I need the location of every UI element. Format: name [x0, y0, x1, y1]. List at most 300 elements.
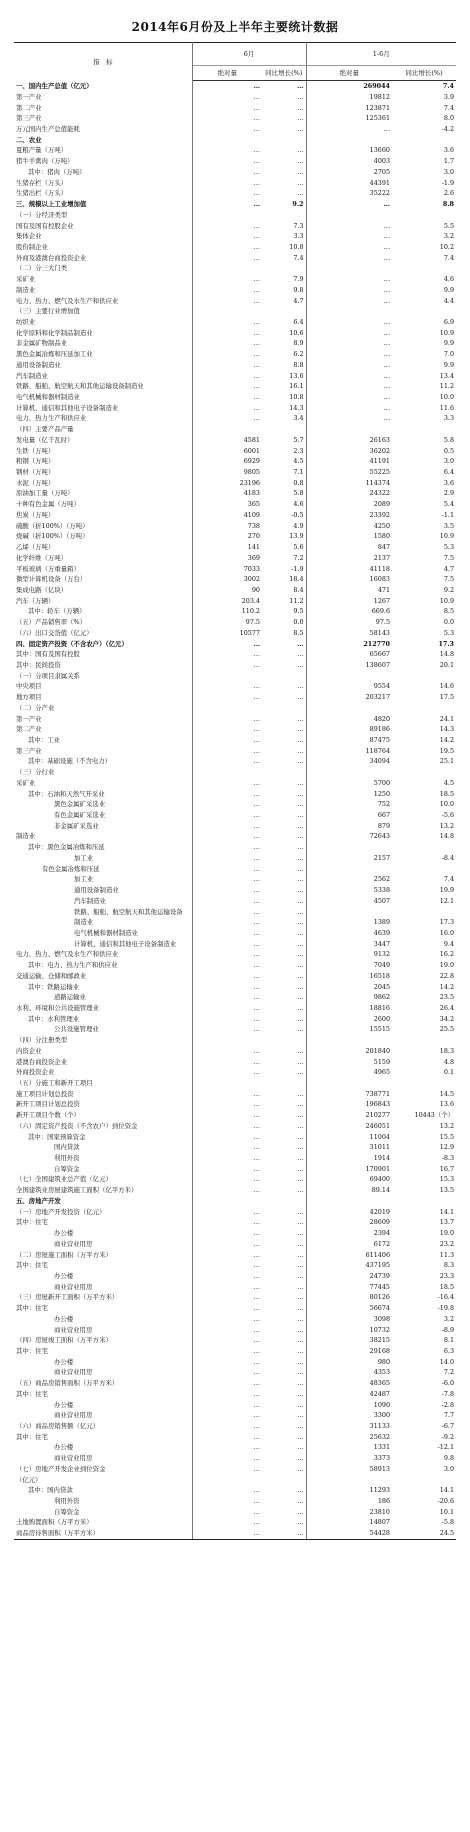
jan-june-absolute-cell: 611406 [365, 1250, 391, 1259]
indicator-cell: 电力、热力生产和供应业 [14, 413, 192, 424]
june-absolute-cell: … [253, 92, 260, 101]
june-yoy-cell [262, 1078, 306, 1089]
june-yoy-cell: … [262, 906, 306, 917]
table-row [14, 1507, 456, 1518]
june-yoy-cell: … [262, 124, 306, 135]
june-absolute-cell: … [253, 1025, 260, 1034]
june-absolute-cell: … [253, 843, 260, 852]
jan-june-absolute-cell: 65667 [369, 650, 391, 659]
indicator-cell: 其中：住宅 [14, 1217, 192, 1228]
jan-june-yoy-cell [392, 767, 456, 778]
june-yoy-cell: … [262, 102, 306, 113]
june-absolute-cell: … [253, 1379, 260, 1388]
table-row [14, 1239, 456, 1250]
june-absolute-cell: … [253, 811, 260, 820]
jan-june-absolute-cell: 114374 [365, 478, 391, 487]
table-row [14, 692, 456, 703]
indicator-cell: （一）分经济类型 [14, 210, 192, 221]
table-row [14, 542, 456, 553]
jan-june-absolute-cell: 4820 [373, 714, 391, 723]
june-yoy-cell: 5.8 [262, 488, 306, 499]
table-row [14, 735, 456, 746]
jan-june-absolute-cell: 3447 [373, 939, 391, 948]
table-row [14, 328, 456, 339]
june-absolute-cell: 9805 [243, 468, 260, 477]
jan-june-yoy-cell: 15.5 [439, 1132, 455, 1141]
indicator-cell: 其中：黑色金属冶炼和压延 [14, 842, 192, 853]
jan-june-absolute-cell: 2089 [373, 500, 391, 509]
june-yoy-cell: … [262, 1421, 306, 1432]
jan-june-yoy-cell: -8.3 [441, 1154, 455, 1163]
june-yoy-cell: … [262, 1131, 306, 1142]
jan-june-yoy-cell: 17.3 [439, 918, 455, 927]
june-absolute-cell: 141 [247, 543, 260, 552]
table-row [14, 1110, 456, 1121]
indicator-cell: 电力、热力、燃气及水生产和供应业 [14, 949, 192, 960]
indicator-cell: 有色金属冶炼和压延 [14, 863, 192, 874]
jan-june-absolute-cell: 186 [377, 1497, 391, 1506]
june-absolute-cell: … [253, 1346, 260, 1355]
table-row [14, 863, 456, 874]
table-body [14, 81, 456, 1540]
june-absolute-cell: … [253, 242, 260, 251]
june-yoy-cell: … [262, 799, 306, 810]
jan-june-absolute-cell: 1331 [373, 1443, 391, 1452]
jan-june-yoy-cell: 25.1 [439, 757, 455, 766]
june-yoy-cell: 4.5 [262, 456, 306, 467]
june-absolute-cell: … [253, 1164, 260, 1173]
june-absolute-cell: … [253, 1271, 260, 1280]
jan-june-absolute-cell: 752 [377, 800, 391, 809]
table-row [14, 413, 456, 424]
indicator-cell: 利用外资 [14, 1496, 192, 1507]
indicator-cell: 加工业 [14, 874, 192, 885]
jan-june-yoy-cell: -5.6 [441, 811, 455, 820]
table-row [14, 124, 456, 135]
june-yoy-cell: … [262, 660, 306, 671]
jan-june-yoy-cell: 4.6 [443, 275, 455, 284]
jan-june-yoy-cell: 10.0 [439, 800, 455, 809]
jan-june-absolute-cell [306, 263, 392, 274]
indicator-cell: 其中：铁路运输业 [14, 981, 192, 992]
indicator-cell: 黑色金属冶炼和压延加工业 [14, 349, 192, 360]
jan-june-absolute-cell [306, 671, 392, 682]
june-absolute-cell: … [253, 167, 260, 176]
jan-june-absolute-cell: 2394 [373, 1229, 391, 1238]
june-yoy-cell: 9.5 [262, 606, 306, 617]
jan-june-yoy-cell: 22.8 [439, 971, 455, 980]
table-row [14, 1378, 456, 1389]
table-row [14, 1496, 456, 1507]
jan-june-yoy-cell: 9.9 [443, 360, 455, 369]
june-yoy-cell: … [262, 960, 306, 971]
june-absolute-cell: … [253, 1229, 260, 1238]
june-yoy-cell: … [262, 1464, 306, 1475]
jan-june-yoy-cell: 0.0 [443, 618, 455, 627]
indicator-cell: 钢材（万吨） [14, 467, 192, 478]
table-row [14, 874, 456, 885]
jan-june-yoy-cell: 26.4 [439, 1003, 455, 1012]
jan-june-absolute-cell: 41118 [369, 564, 391, 573]
june-absolute-cell: … [253, 1261, 260, 1270]
june-absolute-cell: … [253, 1422, 260, 1430]
june-absolute-cell: … [253, 886, 260, 895]
june-absolute-cell: … [253, 1389, 260, 1398]
june-yoy-cell: … [262, 1249, 306, 1260]
indicator-cell: 第三产业 [14, 113, 192, 124]
jan-june-yoy-cell: 9.2 [443, 585, 455, 594]
jan-june-yoy-cell: -12.1 [437, 1443, 455, 1452]
june-absolute-cell: … [253, 296, 260, 305]
jan-june-absolute-cell: … [383, 382, 391, 391]
june-yoy-cell: 3.3 [262, 231, 306, 242]
table-row [14, 799, 456, 810]
jan-june-yoy-cell: 10.0 [439, 393, 455, 401]
june-absolute-cell: … [253, 693, 260, 702]
june-yoy-cell: … [262, 981, 306, 992]
jan-june-yoy-cell: 9.9 [443, 285, 455, 294]
june-absolute-cell: … [253, 339, 260, 348]
indicator-cell: 平板玻璃（万重量箱） [14, 563, 192, 574]
jan-june-absolute-cell: … [383, 285, 391, 294]
june-absolute-cell: … [253, 403, 260, 412]
june-absolute-cell: … [253, 660, 260, 669]
table-row [14, 263, 456, 274]
jan-june-absolute-cell: 669.6 [371, 607, 391, 616]
june-absolute-cell: … [253, 832, 260, 841]
june-yoy-cell: … [262, 1528, 306, 1539]
indicator-cell: 商业营业用房 [14, 1367, 192, 1378]
jan-june-yoy-cell: 10443（个） [414, 1111, 455, 1120]
indicator-cell: 通用设备制造业 [14, 885, 192, 896]
jan-june-absolute-cell: 9862 [373, 993, 391, 1002]
indicator-cell: 一、国内生产总值（亿元） [14, 81, 192, 92]
jan-june-absolute-cell: 471 [377, 585, 391, 594]
june-absolute-cell: 270 [247, 532, 260, 541]
jan-june-yoy-cell [392, 1078, 456, 1089]
jan-june-yoy-cell: -4.2 [441, 125, 455, 134]
june-absolute-cell: … [253, 360, 260, 369]
jan-june-absolute-cell: 28609 [369, 1218, 391, 1227]
june-yoy-cell: … [262, 756, 306, 767]
june-yoy-cell: … [262, 649, 306, 660]
jan-june-yoy-cell: 8.5 [443, 607, 455, 616]
table-row [14, 1389, 456, 1400]
table-row [14, 724, 456, 735]
jan-june-yoy-cell: 10.2 [439, 242, 455, 251]
indicator-cell: （七）全国建筑业总产值（亿元） [14, 1174, 192, 1185]
june-yoy-cell: … [262, 863, 306, 874]
jan-june-yoy-cell: 4.4 [443, 296, 455, 305]
june-yoy-cell: … [262, 1217, 306, 1228]
indicator-cell: （四）分注册类型 [14, 1035, 192, 1046]
jan-june-absolute-cell: 203217 [365, 693, 391, 702]
jan-june-absolute-cell [306, 1474, 392, 1485]
table-row [14, 1282, 456, 1293]
jan-june-yoy-cell: -5.8 [441, 1518, 455, 1527]
june-absolute-cell: … [253, 778, 260, 787]
june-yoy-cell: … [262, 167, 306, 178]
june-yoy-cell: 10.6 [262, 328, 306, 339]
jan-june-absolute-cell: … [383, 296, 391, 305]
june-yoy-cell [262, 1196, 306, 1207]
jan-june-absolute-cell: 1914 [373, 1154, 391, 1163]
table-row [14, 1335, 456, 1346]
jan-june-absolute-cell: 5159 [373, 1057, 391, 1066]
june-yoy-cell: … [262, 1067, 306, 1078]
indicator-cell: 外商投资企业 [14, 1067, 192, 1078]
june-yoy-cell: 4.9 [262, 520, 306, 531]
table-row [14, 370, 456, 381]
indicator-cell: 硫酸（折100%）（万吨） [14, 520, 192, 531]
table-row [14, 1014, 456, 1025]
june-yoy-cell: … [262, 177, 306, 188]
table-row [14, 81, 456, 92]
indicator-cell: 第一产业 [14, 713, 192, 724]
table-row [14, 1260, 456, 1271]
indicator-cell: 施工项目计划总投资 [14, 1089, 192, 1100]
june-yoy-cell: … [262, 735, 306, 746]
jan-june-yoy-cell: 3.2 [443, 1314, 455, 1323]
jan-june-yoy-cell: 34.2 [439, 1014, 455, 1023]
june-yoy-cell: -0.5 [262, 510, 306, 521]
indicator-cell: 办公楼 [14, 1442, 192, 1453]
jan-june-absolute-cell: 246051 [365, 1121, 391, 1130]
jan-june-yoy-cell: 17.3 [438, 639, 455, 648]
indicator-cell: 其中：工业 [14, 735, 192, 746]
june-absolute-cell: … [253, 821, 260, 830]
jan-june-absolute-cell: … [383, 350, 391, 359]
jan-june-absolute-cell: 89186 [369, 725, 391, 734]
indicator-cell: 第一产业 [14, 92, 192, 103]
jan-june-absolute-cell: 77445 [369, 1282, 391, 1291]
table-row [14, 167, 456, 178]
june-absolute-cell: … [253, 157, 260, 166]
june-yoy-cell: … [262, 831, 306, 842]
jan-june-absolute-cell: 55225 [369, 468, 391, 477]
jan-june-absolute-cell: 24739 [369, 1271, 391, 1280]
indicator-cell: 其中：轿车（万辆） [14, 606, 192, 617]
table-row [14, 285, 456, 296]
jan-june-absolute-cell: 123871 [365, 103, 391, 112]
table-row [14, 842, 456, 853]
june-absolute-cell: … [253, 103, 260, 112]
indicator-cell: 发电量（亿千瓦时） [14, 435, 192, 446]
jan-june-yoy-cell: 4.7 [443, 564, 455, 573]
jan-june-yoy-cell: 19.5 [439, 746, 455, 755]
june-absolute-cell: … [253, 1293, 260, 1302]
june-absolute-cell: … [253, 1175, 260, 1184]
june-absolute-cell: … [253, 221, 260, 230]
june-yoy-cell: 5.7 [262, 435, 306, 446]
june-absolute-cell: 738 [247, 521, 260, 530]
table-row [14, 906, 456, 917]
june-absolute-cell: … [253, 285, 260, 294]
table-row [14, 403, 456, 414]
jan-june-yoy-cell: 3.9 [443, 92, 455, 101]
table-row [14, 478, 456, 489]
june-absolute-cell: … [253, 350, 260, 359]
table-row [14, 853, 456, 864]
indicator-cell: 第二产业 [14, 102, 192, 113]
june-absolute-cell: … [253, 1046, 260, 1055]
jan-june-absolute-cell: 80126 [369, 1293, 391, 1302]
jan-june-yoy-cell: 16.0 [439, 928, 455, 937]
jan-june-yoy-cell: 5.3 [443, 628, 455, 637]
jan-june-absolute-cell: 2137 [373, 553, 391, 562]
indicator-cell: 集成电路（亿块） [14, 585, 192, 596]
jan-june-absolute-cell [306, 424, 392, 435]
june-yoy-cell: 4.7 [262, 295, 306, 306]
table-row [14, 917, 456, 928]
june-absolute-cell: … [253, 1400, 260, 1409]
jan-june-absolute-cell: … [383, 253, 391, 262]
jan-june-absolute-cell: 69400 [369, 1175, 391, 1184]
june-absolute-cell [192, 135, 262, 146]
jan-june-absolute-cell: 212770 [363, 639, 391, 648]
june-absolute-cell: … [253, 1003, 260, 1012]
jan-june-absolute-cell: 170901 [365, 1164, 391, 1173]
jan-june-absolute-cell: 4639 [373, 928, 391, 937]
table-row [14, 1024, 456, 1035]
indicator-cell: 化学原料和化学制品制造业 [14, 328, 192, 339]
indicator-cell: 外商及港澳台商投资企业 [14, 253, 192, 264]
june-absolute-cell [192, 1474, 262, 1485]
indicator-cell: 新开工项目计划总投资 [14, 1099, 192, 1110]
table-row [14, 928, 456, 939]
indicator-cell: 国有及国有控股企业 [14, 220, 192, 231]
jan-june-absolute-cell: 2157 [373, 853, 391, 862]
statistics-table [14, 42, 456, 1540]
table-row [14, 885, 456, 896]
jan-june-absolute-cell: 42019 [369, 1207, 391, 1216]
jan-june-yoy-cell: 7.5 [443, 575, 455, 584]
jan-june-yoy-cell: -19.8 [437, 1304, 455, 1313]
indicator-cell: 制造业 [14, 285, 192, 296]
june-yoy-cell: … [262, 885, 306, 896]
jan-june-absolute-cell [306, 767, 392, 778]
jan-june-absolute-cell: 5700 [373, 778, 391, 787]
june-absolute-cell: … [253, 1121, 260, 1130]
indicator-cell: 计算机、通信和其他电子设备制造业 [14, 939, 192, 950]
jan-june-absolute-cell: 72643 [369, 832, 391, 841]
june-yoy-cell: … [262, 1110, 306, 1121]
table-row [14, 1121, 456, 1132]
june-absolute-cell: … [253, 800, 260, 809]
june-header: 6月 [192, 43, 306, 66]
jan-june-absolute-cell: 9132 [373, 950, 391, 959]
june-yoy-cell: … [262, 1442, 306, 1453]
table-row [14, 349, 456, 360]
indicator-cell: 焦炭（万吨） [14, 510, 192, 521]
jan-june-absolute-cell: 196843 [365, 1100, 391, 1109]
indicator-cell: 非金属矿物制品业 [14, 338, 192, 349]
jan-june-yoy-cell: 3.0 [443, 1464, 455, 1473]
june-yoy-cell: … [262, 1346, 306, 1357]
june-yoy-cell: … [262, 1271, 306, 1282]
indicator-cell: 黑色金属矿采选业 [14, 799, 192, 810]
june-absolute-cell: … [253, 1014, 260, 1023]
june-yoy-cell: 10.8 [262, 392, 306, 403]
june-absolute-cell: … [253, 1100, 260, 1109]
jan-june-absolute-cell: 1090 [373, 1400, 391, 1409]
indicator-cell: 十种有色金属（万吨） [14, 499, 192, 510]
table-row [14, 703, 456, 714]
table-row [14, 628, 456, 639]
june-yoy-cell: 3.4 [262, 413, 306, 424]
jan-june-absolute-cell: 26163 [369, 435, 391, 444]
june-absolute-cell: … [253, 114, 260, 123]
june-yoy-cell: 2.3 [262, 445, 306, 456]
indicator-cell: 其中：住宅 [14, 1346, 192, 1357]
jan-june-absolute-cell [306, 703, 392, 714]
indicator-cell: 制造业 [14, 831, 192, 842]
june-yoy-cell: 7.4 [262, 253, 306, 264]
jan-june-absolute-cell: 58143 [369, 628, 391, 637]
table-row [14, 810, 456, 821]
table-row [14, 896, 456, 907]
jan-june-yoy-cell: 4.8 [443, 1057, 455, 1066]
table-row [14, 821, 456, 832]
table-row [14, 1035, 456, 1046]
table-row [14, 1099, 456, 1110]
table-row [14, 831, 456, 842]
indicator-header: 指 标 [14, 43, 192, 81]
june-absolute-cell: … [253, 275, 260, 284]
indicator-cell: （五）商品房销售面积（万平方米） [14, 1378, 192, 1389]
table-row [14, 1078, 456, 1089]
jan-june-absolute-cell: … [383, 393, 391, 401]
table-row [14, 381, 456, 392]
jan-june-yoy-cell: 13.4 [439, 371, 455, 380]
jan-june-yoy-cell: 10.9 [439, 532, 455, 541]
jan-june-absolute-cell: 879 [377, 821, 391, 830]
june-yoy-cell: 0.8 [262, 478, 306, 489]
table-row [14, 145, 456, 156]
june-yoy-cell: … [262, 713, 306, 724]
jan-june-yoy-cell: 14.6 [439, 682, 455, 691]
jan-june-yoy-cell [392, 906, 456, 917]
june-yoy-cell: … [262, 188, 306, 199]
jan-june-absolute-cell: 2600 [373, 1014, 391, 1023]
june-yoy-cell: … [262, 1399, 306, 1410]
june-absolute-cell: … [253, 253, 260, 262]
indicator-cell: 办公楼 [14, 1228, 192, 1239]
june-yoy-cell: 8.8 [262, 360, 306, 371]
june-yoy-cell: 10.8 [262, 242, 306, 253]
june-yoy-cell: 13.9 [262, 531, 306, 542]
june-yoy-cell: 13.6 [262, 370, 306, 381]
jan-june-absolute-cell: 19812 [369, 92, 391, 101]
table-row [14, 177, 456, 188]
june-absolute-cell: … [253, 1518, 260, 1527]
table-row [14, 210, 456, 221]
jan-june-yoy-cell [392, 263, 456, 274]
june-absolute-cell: … [253, 1186, 260, 1195]
jan-june-absolute-cell: 437195 [365, 1261, 391, 1270]
june-yoy-cell [262, 210, 306, 221]
june-yoy-cell: … [262, 746, 306, 757]
table-row [14, 617, 456, 628]
indicator-cell: （二）分三大门类 [14, 263, 192, 274]
june-absolute-cell: … [253, 993, 260, 1002]
jan-june-absolute-cell: 16518 [369, 971, 391, 980]
june-yoy-cell: … [262, 692, 306, 703]
indicator-cell: 粗钢（万吨） [14, 456, 192, 467]
june-absolute-cell: … [253, 682, 260, 691]
indicator-cell: （一）房地产开发投资（亿元） [14, 1206, 192, 1217]
jan-june-yoy-cell: 1.7 [443, 157, 455, 166]
